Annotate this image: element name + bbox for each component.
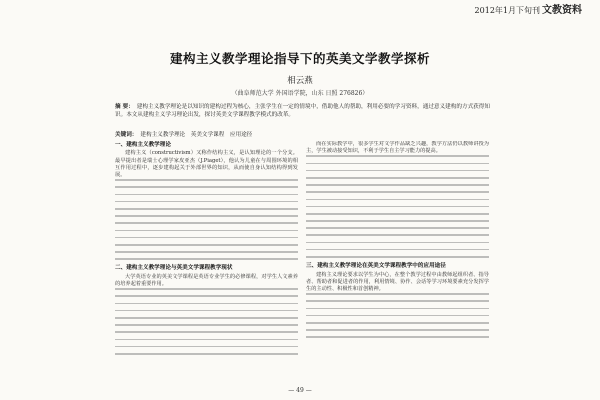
text-line <box>306 308 489 310</box>
article-title: 建构主义教学理论指导下的英美文学教学探析 <box>169 51 430 66</box>
page-number: — 49 — <box>288 387 312 394</box>
text-line <box>115 346 298 348</box>
text-line <box>306 177 489 179</box>
left-column <box>115 141 298 381</box>
text-line <box>306 191 489 193</box>
text-line <box>115 179 298 181</box>
text-line <box>306 256 489 258</box>
text-line <box>306 300 489 302</box>
issue-label: 2012年1月下旬刊 <box>474 6 540 15</box>
keywords-text: 建构主义教学理论 英美文学课程 应用途径 <box>140 132 253 138</box>
right-paragraph-1: 而在实际教学中，很多学生对文学作品缺乏兴趣，教学方法仍以教师讲授为主，学生被动接受知识，不利于学生自主学习能力的提高。 <box>306 141 489 155</box>
text-line <box>306 227 489 229</box>
text-line <box>115 353 298 355</box>
text-line <box>115 194 298 196</box>
text-line <box>115 324 298 326</box>
keywords <box>115 130 490 138</box>
text-line <box>115 215 298 217</box>
text-line <box>115 230 298 232</box>
running-head <box>475 1 582 16</box>
text-line <box>306 184 489 186</box>
text-line <box>306 322 489 324</box>
text-line <box>306 315 489 317</box>
section-heading-1: 一、建构主义教学理论 <box>115 142 171 148</box>
text-line <box>306 155 489 157</box>
text-line <box>306 213 489 215</box>
abstract-text: 建构主义教学理论是以知识的建构过程为核心，主张学生在一定的情境中，借助他人的帮助，利用必要的学习资料，通过意义建构的方式获得知识。本文从建构主义学习理论出发，探讨英美文学课程教学模式的改革。 <box>115 104 490 118</box>
text-line <box>115 237 298 239</box>
keywords-label: 关键词： <box>115 132 138 138</box>
text-line <box>306 336 489 338</box>
text-line <box>115 339 298 341</box>
left-paragraph-2: 大学英语专业的英美文学课程是英语专业学生的必修课程，对学生人文素养的培养起着重要作用。 <box>115 273 298 288</box>
right-paragraph-2: 建构主义理论要求以学生为中心，在整个教学过程中由教师起组织者、指导者、帮助者和促进者的作用，利用情境、协作、会话等学习环境要素充分发挥学生的主动性、积极性和首创精神。 <box>306 271 489 293</box>
text-line <box>115 303 298 305</box>
abstract-label: 摘 要： <box>115 104 134 110</box>
right-column <box>306 141 489 381</box>
text-line <box>115 201 298 203</box>
text-line <box>115 258 298 260</box>
text-line <box>115 331 298 333</box>
author-name: 相云燕 <box>287 76 313 86</box>
text-line <box>115 251 298 253</box>
text-line <box>306 220 489 222</box>
text-line <box>306 206 489 208</box>
text-line <box>115 288 298 290</box>
text-line <box>115 317 298 319</box>
journal-brand: 文教资料 <box>542 5 582 16</box>
text-line <box>115 310 298 312</box>
text-line <box>306 170 489 172</box>
text-line <box>115 244 298 246</box>
text-line <box>306 249 489 251</box>
text-line <box>306 199 489 201</box>
text-line <box>306 163 489 165</box>
text-line <box>115 222 298 224</box>
text-line <box>306 234 489 236</box>
author-affiliation: （曲阜师范大学 外国语学院，山东 日照 276826） <box>231 90 369 97</box>
text-line <box>306 242 489 244</box>
left-paragraph-1: 建构主义（constructivism）又称作结构主义，是认知理论的一个分支。最早提出者是瑞士心理学家皮亚杰（J.Piaget），他认为儿童在与周围环境的相互作用过程中，逐步建构起关于外部世界的知识，从而使自身认知结构得到发展。 <box>115 150 298 179</box>
text-line <box>306 329 489 331</box>
text-line <box>115 295 298 297</box>
text-line <box>115 186 298 188</box>
abstract <box>115 104 490 119</box>
section-heading-2: 二、建构主义教学理论与英美文学课程教学现状 <box>115 265 233 272</box>
text-line <box>115 208 298 210</box>
section-heading-3: 三、建构主义教学理论在英美文学课程教学中的应用途径 <box>306 263 446 270</box>
text-line <box>306 293 489 295</box>
